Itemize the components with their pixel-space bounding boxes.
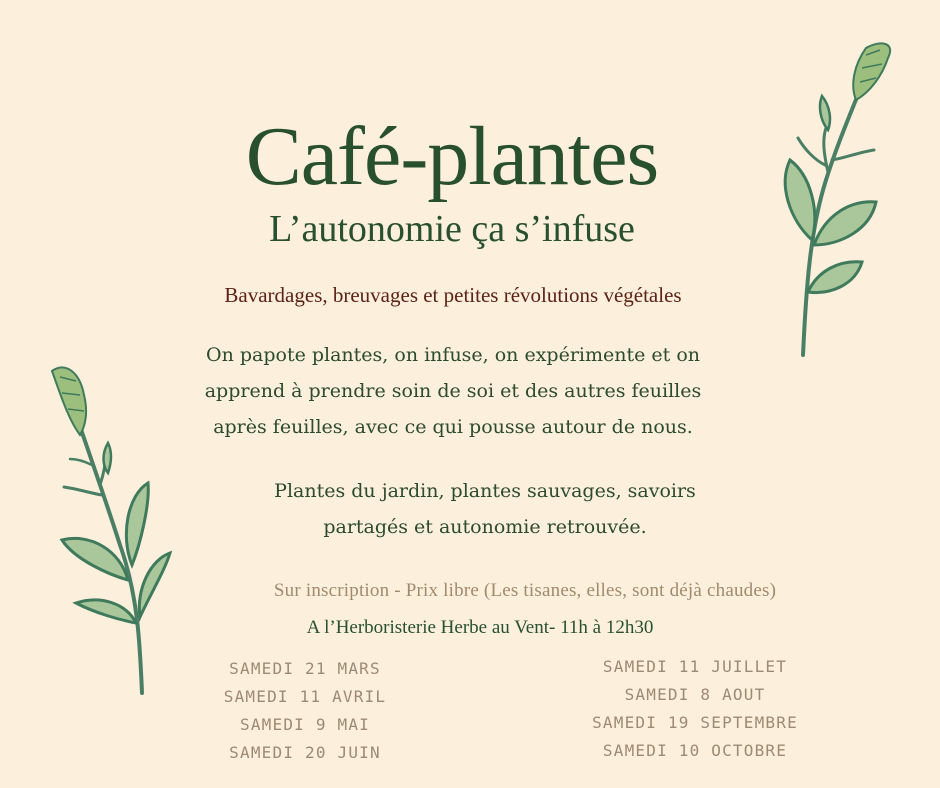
intro-line: après feuilles, avec ce qui pousse autour de nous. bbox=[213, 416, 693, 438]
event-date: SAMEDI 11 JUILLET bbox=[602, 657, 788, 676]
highlight-line: Plantes du jardin, plantes sauvages, savoirs bbox=[274, 480, 696, 502]
intro-line: On papote plantes, on infuse, on expérimente et on bbox=[206, 344, 700, 366]
venue-time: A l’Herboristerie Herbe au Vent- 11h à 12h30 bbox=[306, 617, 654, 638]
intro-paragraph bbox=[108, 337, 798, 445]
event-date: SAMEDI 10 OCTOBRE bbox=[602, 741, 788, 760]
event-date: SAMEDI 19 SEPTEMBRE bbox=[592, 713, 798, 732]
intro-line: apprend à prendre soin de soi et des autres feuilles bbox=[204, 380, 702, 402]
highlight-line: partagés et autonomie retrouvée. bbox=[323, 516, 647, 538]
registration-price-info: Sur inscription - Prix libre (Les tisanes, elles, sont déjà chaudes) bbox=[273, 580, 777, 601]
event-date: SAMEDI 9 MAI bbox=[240, 715, 370, 734]
page-subtitle: L’autonomie ça s’infuse bbox=[269, 208, 635, 250]
tagline: Bavardages, breuvages et petites révolutions végétales bbox=[224, 283, 682, 307]
dates-list-left bbox=[150, 655, 460, 767]
highlight-paragraph bbox=[150, 473, 820, 545]
page-title: Café-plantes bbox=[245, 110, 659, 203]
event-date: SAMEDI 21 MARS bbox=[229, 659, 381, 678]
event-date: SAMEDI 11 AVRIL bbox=[223, 687, 387, 706]
event-date: SAMEDI 20 JUIN bbox=[229, 743, 381, 762]
event-date: SAMEDI 8 AOUT bbox=[624, 685, 766, 704]
dates-list-right bbox=[520, 653, 870, 765]
